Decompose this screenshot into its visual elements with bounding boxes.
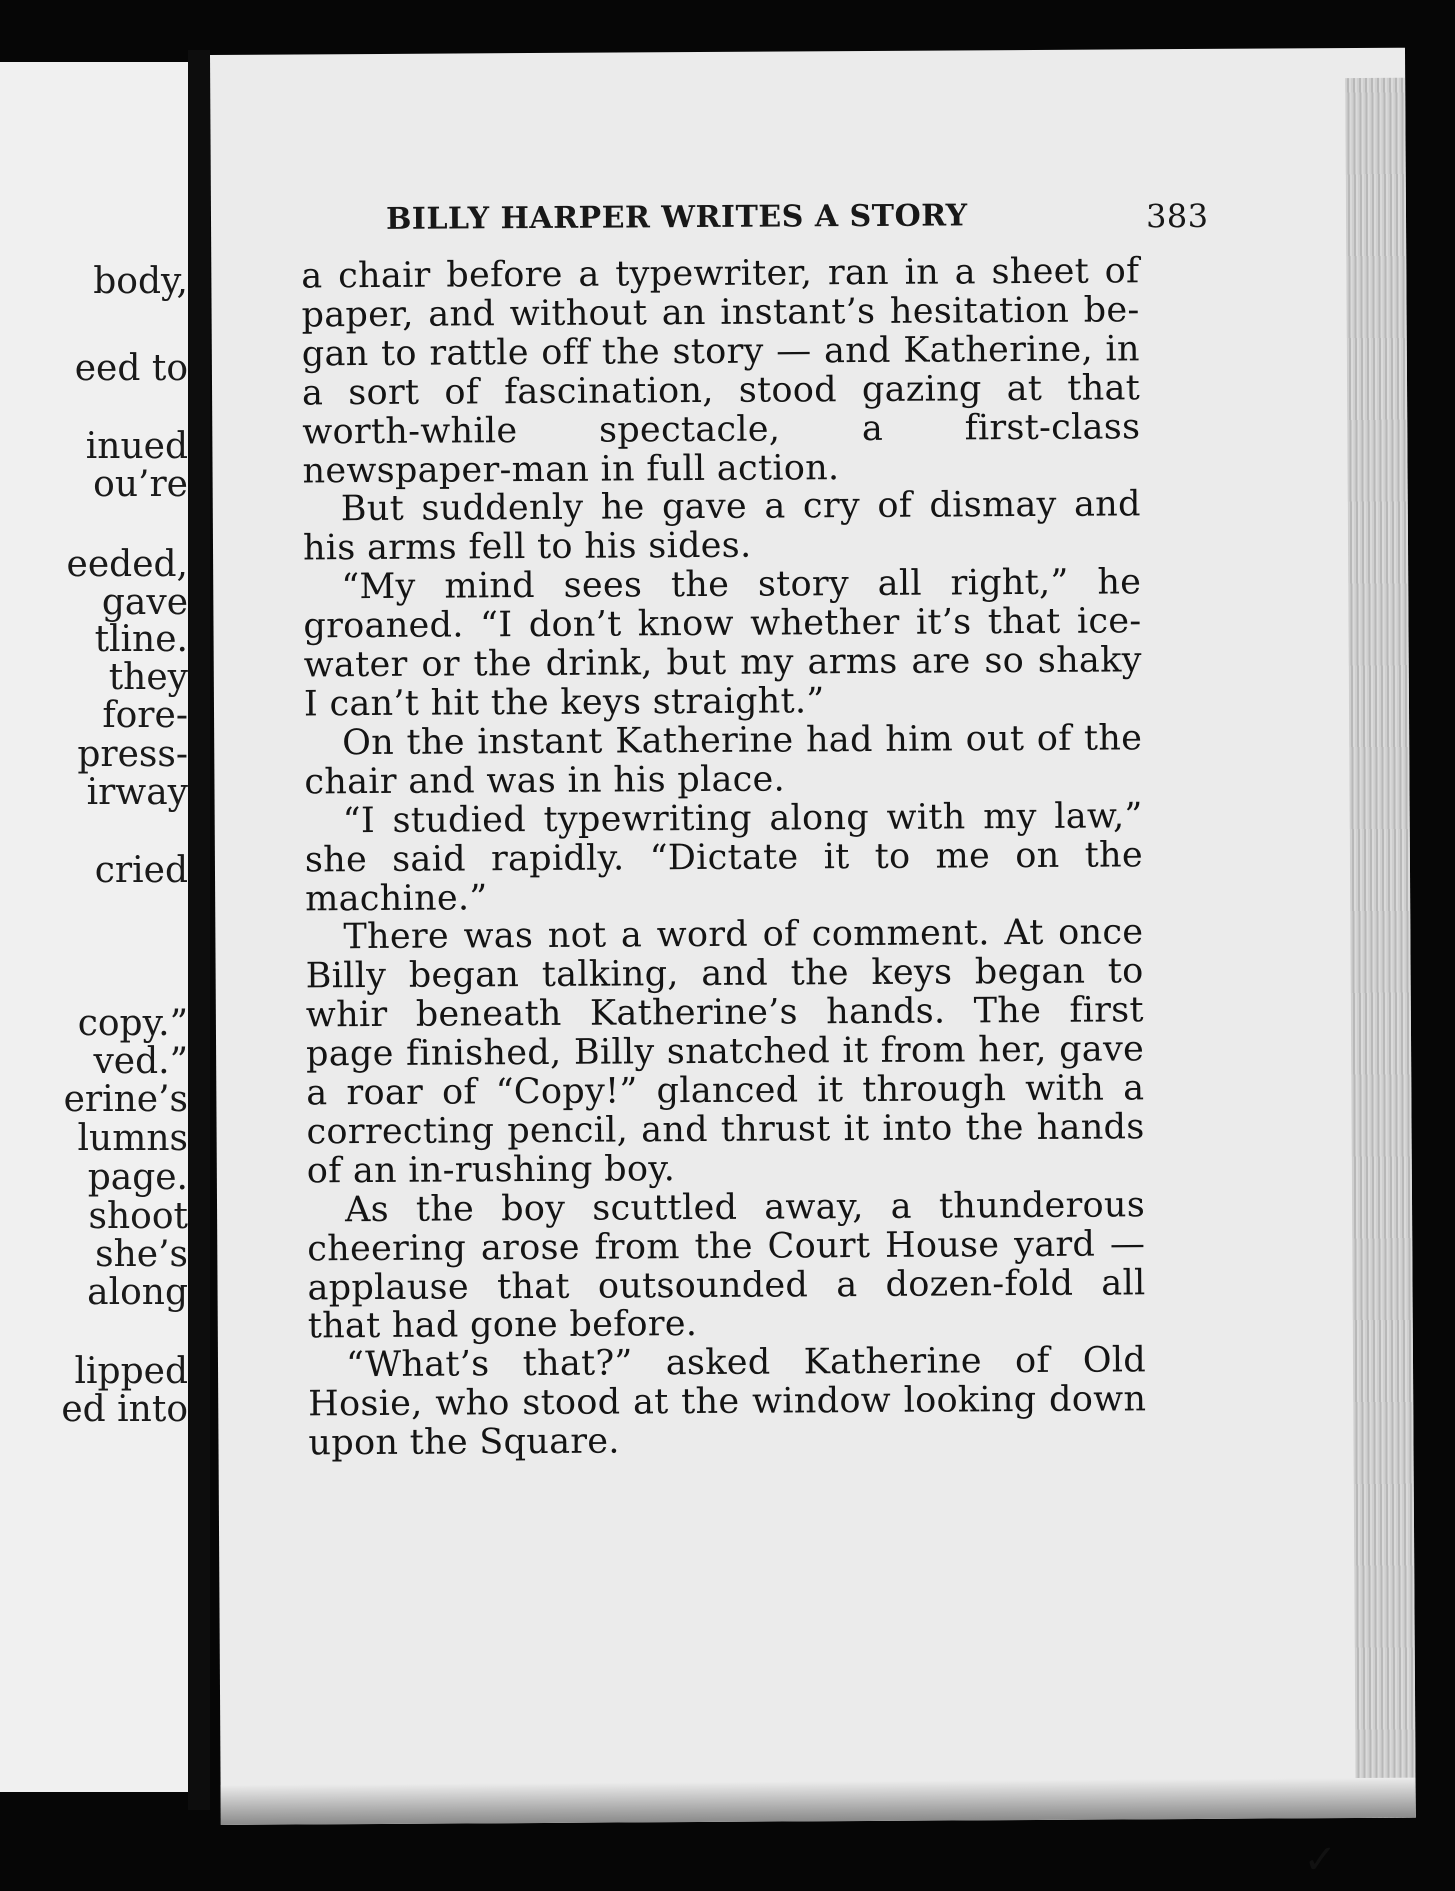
book-gutter	[188, 50, 210, 1810]
left-page-line: erine’s	[63, 1079, 188, 1120]
left-page-line: body,	[93, 261, 188, 302]
page-edge	[1345, 78, 1416, 1825]
left-page-line: ed into	[61, 1389, 188, 1430]
page-header	[385, 196, 1366, 237]
page-bottom-shadow	[221, 1778, 1416, 1825]
paragraph: a chair before a typewriter, ran in a sheet of paper, and without an instant’s hesitation be-gan to rattle off the story — and Katherine, in a sort of fascination, stood gazing at that worth-while spectacle, a first-class newspaper-man in full action.	[301, 251, 1141, 491]
right-page	[210, 48, 1416, 1825]
page-curl-mark: ✓	[1303, 1837, 1337, 1883]
paragraph: “My mind sees the story all right,” he groaned. “I don’t know whether it’s that ice-water or the drink, but my arms are so shaky I can’t hit the keys straight.”	[303, 562, 1142, 725]
paragraph: On the instant Katherine had him out of the chair and was in his place.	[304, 718, 1143, 803]
left-page-line: cried	[94, 850, 188, 891]
left-page-line: irway	[86, 772, 188, 813]
running-header: BILLY HARPER WRITES A STORY	[385, 198, 968, 237]
left-page	[0, 62, 188, 1792]
paragraph: “I studied typewriting along with my law,” she said rapidly. “Dictate it to me on the machine.”	[304, 796, 1144, 919]
left-page-line: page.	[87, 1157, 188, 1198]
paragraph: “What’s that?” asked Katherine of Old Hosie, who stood at the window looking down upon the Square.	[308, 1340, 1147, 1464]
left-page-line: they	[108, 657, 188, 698]
left-page-line: lipped	[74, 1351, 188, 1392]
left-page-line: tline.	[94, 619, 188, 660]
left-page-line: eed to	[74, 348, 188, 389]
left-page-line: ved.”	[93, 1041, 188, 1082]
left-page-line: gave	[101, 582, 188, 623]
left-page-line: fore-	[102, 695, 188, 736]
left-page-line: copy.”	[77, 1003, 188, 1044]
left-page-line: eeded,	[66, 544, 188, 585]
paragraph: But suddenly he gave a cry of dismay and his arms fell to his sides.	[302, 484, 1141, 569]
paragraph: As the boy scuttled away, a thunderous cheering arose from the Court House yard — applause that outsounded a dozen-fold all that had gone before.	[307, 1185, 1146, 1347]
left-page-line: inued	[85, 426, 188, 467]
page-number: 383	[1145, 196, 1209, 236]
paragraph: There was not a word of comment. At once Billy began talking, and the keys began to whir beneath Katherine’s hands. The first page finished, Billy snatched it from her, gave a roar of “Copy!” glanced it through with a correcting pencil, and thrust it into the hands of an in-rushing boy.	[305, 912, 1145, 1192]
left-page-line: ou’re	[93, 464, 188, 505]
left-page-line: lumns	[77, 1118, 188, 1159]
body-text	[301, 252, 1146, 1463]
left-page-line: she’s	[95, 1234, 188, 1275]
left-page-line: shoot	[88, 1196, 188, 1237]
left-page-line: along	[87, 1272, 188, 1313]
left-page-line: press-	[77, 734, 188, 775]
